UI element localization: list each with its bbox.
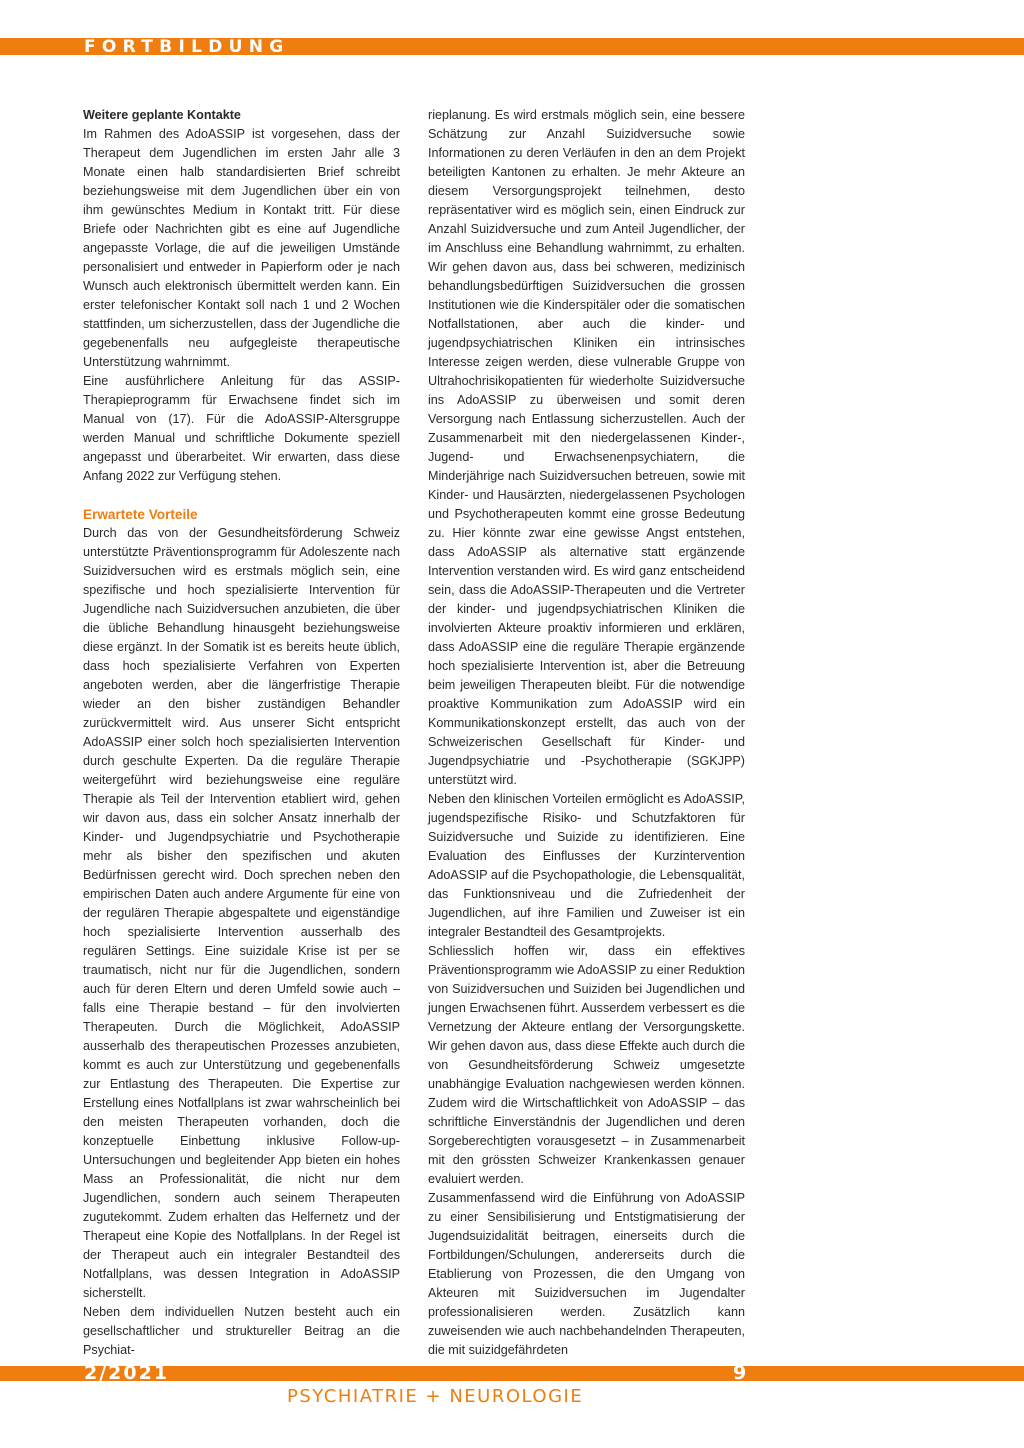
paragraph: Eine ausführlichere Anleitung für das ASSIP-Therapieprogramm für Erwachsene findet sich im Manual von (17). Für die AdoASSIP-Altersgruppe werden Manual und schriftliche Dokumente speziell angepasst und überarbeitet. Wir erwarten, dass diese Anfang 2022 zur Verfügung stehen. [83,374,400,483]
heading-erwartete-vorteile: Erwartete Vorteile [83,507,198,522]
heading-weitere-kontakte: Weitere geplante Kontakte [83,108,241,122]
paragraph: Neben den klinischen Vorteilen ermöglicht es AdoASSIP, jugendspezifische Risiko- und Schutzfaktoren für Suizidversuche und Suizide zu identifizieren. Eine Evaluation des Einflusses der Kurzintervention AdoASSIP auf die Psychopathologie, die Lebensqualität, das Funktionsniveau und die Zufriedenheit der Jugendlichen, auf ihre Familien und Zuweiser ist ein integraler Bestandteil des Gesamtprojekts. [428,792,745,939]
page-number: 9 [733,1362,747,1384]
right-column [428,106,745,1360]
left-column [83,106,400,1360]
journal-title: PSYCHIATRIE + NEUROLOGIE [287,1386,584,1407]
paragraph: Neben dem individuellen Nutzen besteht auch ein gesellschaftlicher und struktureller Beitrag an die Psychiat- [83,1305,400,1357]
paragraph: Durch das von der Gesundheitsförderung Schweiz unterstützte Präventionsprogramm für Adoleszente nach Suizidversuchen wird es erstmals möglich sein, eine spezifische und hoch spezialisierte Intervention für Jugendliche nach Suizidversuchen anzubieten, die über die übliche Behandlung hinausgeht beziehungsweise diese ergänzt. In der Somatik ist es bereits heute üblich, dass hoch spezialisierte Verfahren von Experten angeboten werden, aber die längerfristige Therapie wieder an den bisher zuständigen Behandler zurückvermittelt wird. Aus unserer Sicht entspricht AdoASSIP einer solch hoch spezialisierten Intervention durch geschulte Experten. Da die reguläre Therapie weitergeführt wird beziehungsweise eine reguläre Therapie als Teil der Intervention etabliert wird, gehen wir davon aus, dass ein solcher Ansatz innerhalb der Kinder- und Jugendpsychiatrie und Psychotherapie mehr als bisher den spezifischen und akuten Bedürfnissen gerecht wird. Doch sprechen neben den empirischen Daten auch andere Argumente für eine von der regulären Therapie abgespaltete und eigenständige hoch spezialisierte Intervention ausserhalb des regulären Settings. Eine suizidale Krise ist per se traumatisch, nicht nur für die Jugendlichen, sondern auch für deren Eltern und deren Umfeld sowie auch – falls eine Therapie bestand – für den involvierten Therapeuten. Durch die Möglichkeit, AdoASSIP ausserhalb des therapeutischen Prozesses anzubieten, kommt es auch zur Unterstützung und gegebenenfalls zur Entlastung des Therapeuten. Die Expertise zur Erstellung eines Notfallplans ist zwar wahrscheinlich bei den meisten Therapeuten vorhanden, doch die konzeptuelle Einbettung inklusive Follow-up-Untersuchungen und begleitender App bieten ein hohes Mass an Professionalität, die nicht nur dem Jugendlichen, sondern auch seinem Therapeuten zugutekommt. Zudem erhalten das Helfernetz und der Therapeut eine Kopie des Notfallplans. In der Regel ist der Therapeut auch ein integraler Bestandteil des Notfallplans, was dessen Integration in AdoASSIP sicherstellt. [83,526,400,1300]
paragraph: Im Rahmen des AdoASSIP ist vorgesehen, dass der Therapeut dem Jugendlichen im ersten Jahr alle 3 Monate einen halb standardisierten Brief schreibt beziehungsweise mit dem Jugendlichen über ein von ihm gewünschtes Medium in Kontakt tritt. Für diese Briefe oder Nachrichten gibt es eine auf Jugendliche angepasste Vorlage, die auf die jeweiligen Umstände personalisiert und entweder in Papierform oder je nach Wunsch auch elektronisch übermittelt werden kann. Ein erster telefonischer Kontakt soll nach 1 und 2 Wochen stattfinden, um sicherzustellen, dass der Jugendliche die gegebenenfalls neu aufgegleiste therapeutische Unterstützung wahrnimmt. [83,127,400,369]
section-label: FORTBILDUNG [84,37,290,57]
paragraph: rieplanung. Es wird erstmals möglich sein, eine bessere Schätzung zur Anzahl Suizidversuche sowie Informationen zu deren Verläufen in den an dem Projekt beteiligten Kantonen zu erhalten. Je mehr Akteure an diesem Versorgungsprojekt teilnehmen, desto repräsentativer wird es möglich sein, einen Eindruck zur Anzahl Suizidversuche und zum Anteil Jugendlicher, der im Anschluss eine Behandlung wahrnimmt, zu erhalten. Wir gehen davon aus, dass bei schweren, medizinisch behandlungsbedürftigen Suizidversuchen die grossen Institutionen wie die Kinderspitäler oder die somatischen Notfallstationen, aber auch die kinder- und jugendpsychiatrischen Kliniken ein intrinsisches Interesse zeigen werden, diese vulnerable Gruppe von Ultrahochrisikopatienten für wiederholte Suizidversuche ins AdoASSIP zu überweisen und somit deren Versorgung nach Entlassung sicherzustellen. Auch der Zusammenarbeit mit den niedergelassenen Kinder-, Jugend- und Erwachsenenpsychiatern, die Minderjährige nach Suizidversuchen betreuen, sowie mit Kinder- und Hausärzten, niedergelassenen Psychologen und Psychotherapeuten kommt eine grosse Bedeutung zu. Hier könnte zwar eine gewisse Angst entstehen, dass AdoASSIP als alternative statt ergänzende Intervention verstanden wird. Es wird ganz entscheidend sein, dass die AdoASSIP-Therapeuten und die Vertreter der kinder- und jugendpsychiatrischen Kliniken die involvierten Akteure proaktiv informieren und erklären, dass AdoASSIP eine die reguläre Therapie ergänzende hoch spezialisierte Intervention ist, aber die Betreuung beim jeweiligen Therapeuten bleibt. Für die notwendige proaktive Kommunikation zum AdoASSIP wird ein Kommunikationskonzept erstellt, das auch von der Schweizerischen Gesellschaft für Kinder- und Jugendpsychiatrie und -Psychotherapie (SGKJPP) unterstützt wird. [428,108,745,787]
issue-number: 2/2021 [84,1362,170,1384]
paragraph: Schliesslich hoffen wir, dass ein effektives Präventionsprogramm wie AdoASSIP zu einer Reduktion von Suizidversuchen und Suiziden bei Jugendlichen und jungen Erwachsenen führt. Ausserdem verbessert es die Vernetzung der Akteure entlang der Versorgungskette. Wir gehen davon aus, dass diese Effekte auch durch die von Gesundheitsförderung Schweiz umgesetzte unabhängige Evaluation nachgewiesen werden können. Zudem wird die Wirtschaftlichkeit von AdoASSIP – das schriftliche Einverständnis der Jugendlichen und deren Sorgeberechtigten vorausgesetzt – in Zusammenarbeit mit den grössten Schweizer Krankenkassen genauer evaluiert werden. [428,944,745,1186]
paragraph: Zusammenfassend wird die Einführung von AdoASSIP zu einer Sensibilisierung und Entstigmatisierung der Jugendsuizidalität beitragen, einerseits durch die Fortbildungen/Schulungen, andererseits durch die Etablierung von Prozessen, die den Umgang von Akteuren mit Suizidversuchen im Jugendalter professionalisieren werden. Zusätzlich kann zuweisenden wie auch nachbehandelnden Therapeuten, die mit suizidgefährdeten [428,1191,745,1357]
